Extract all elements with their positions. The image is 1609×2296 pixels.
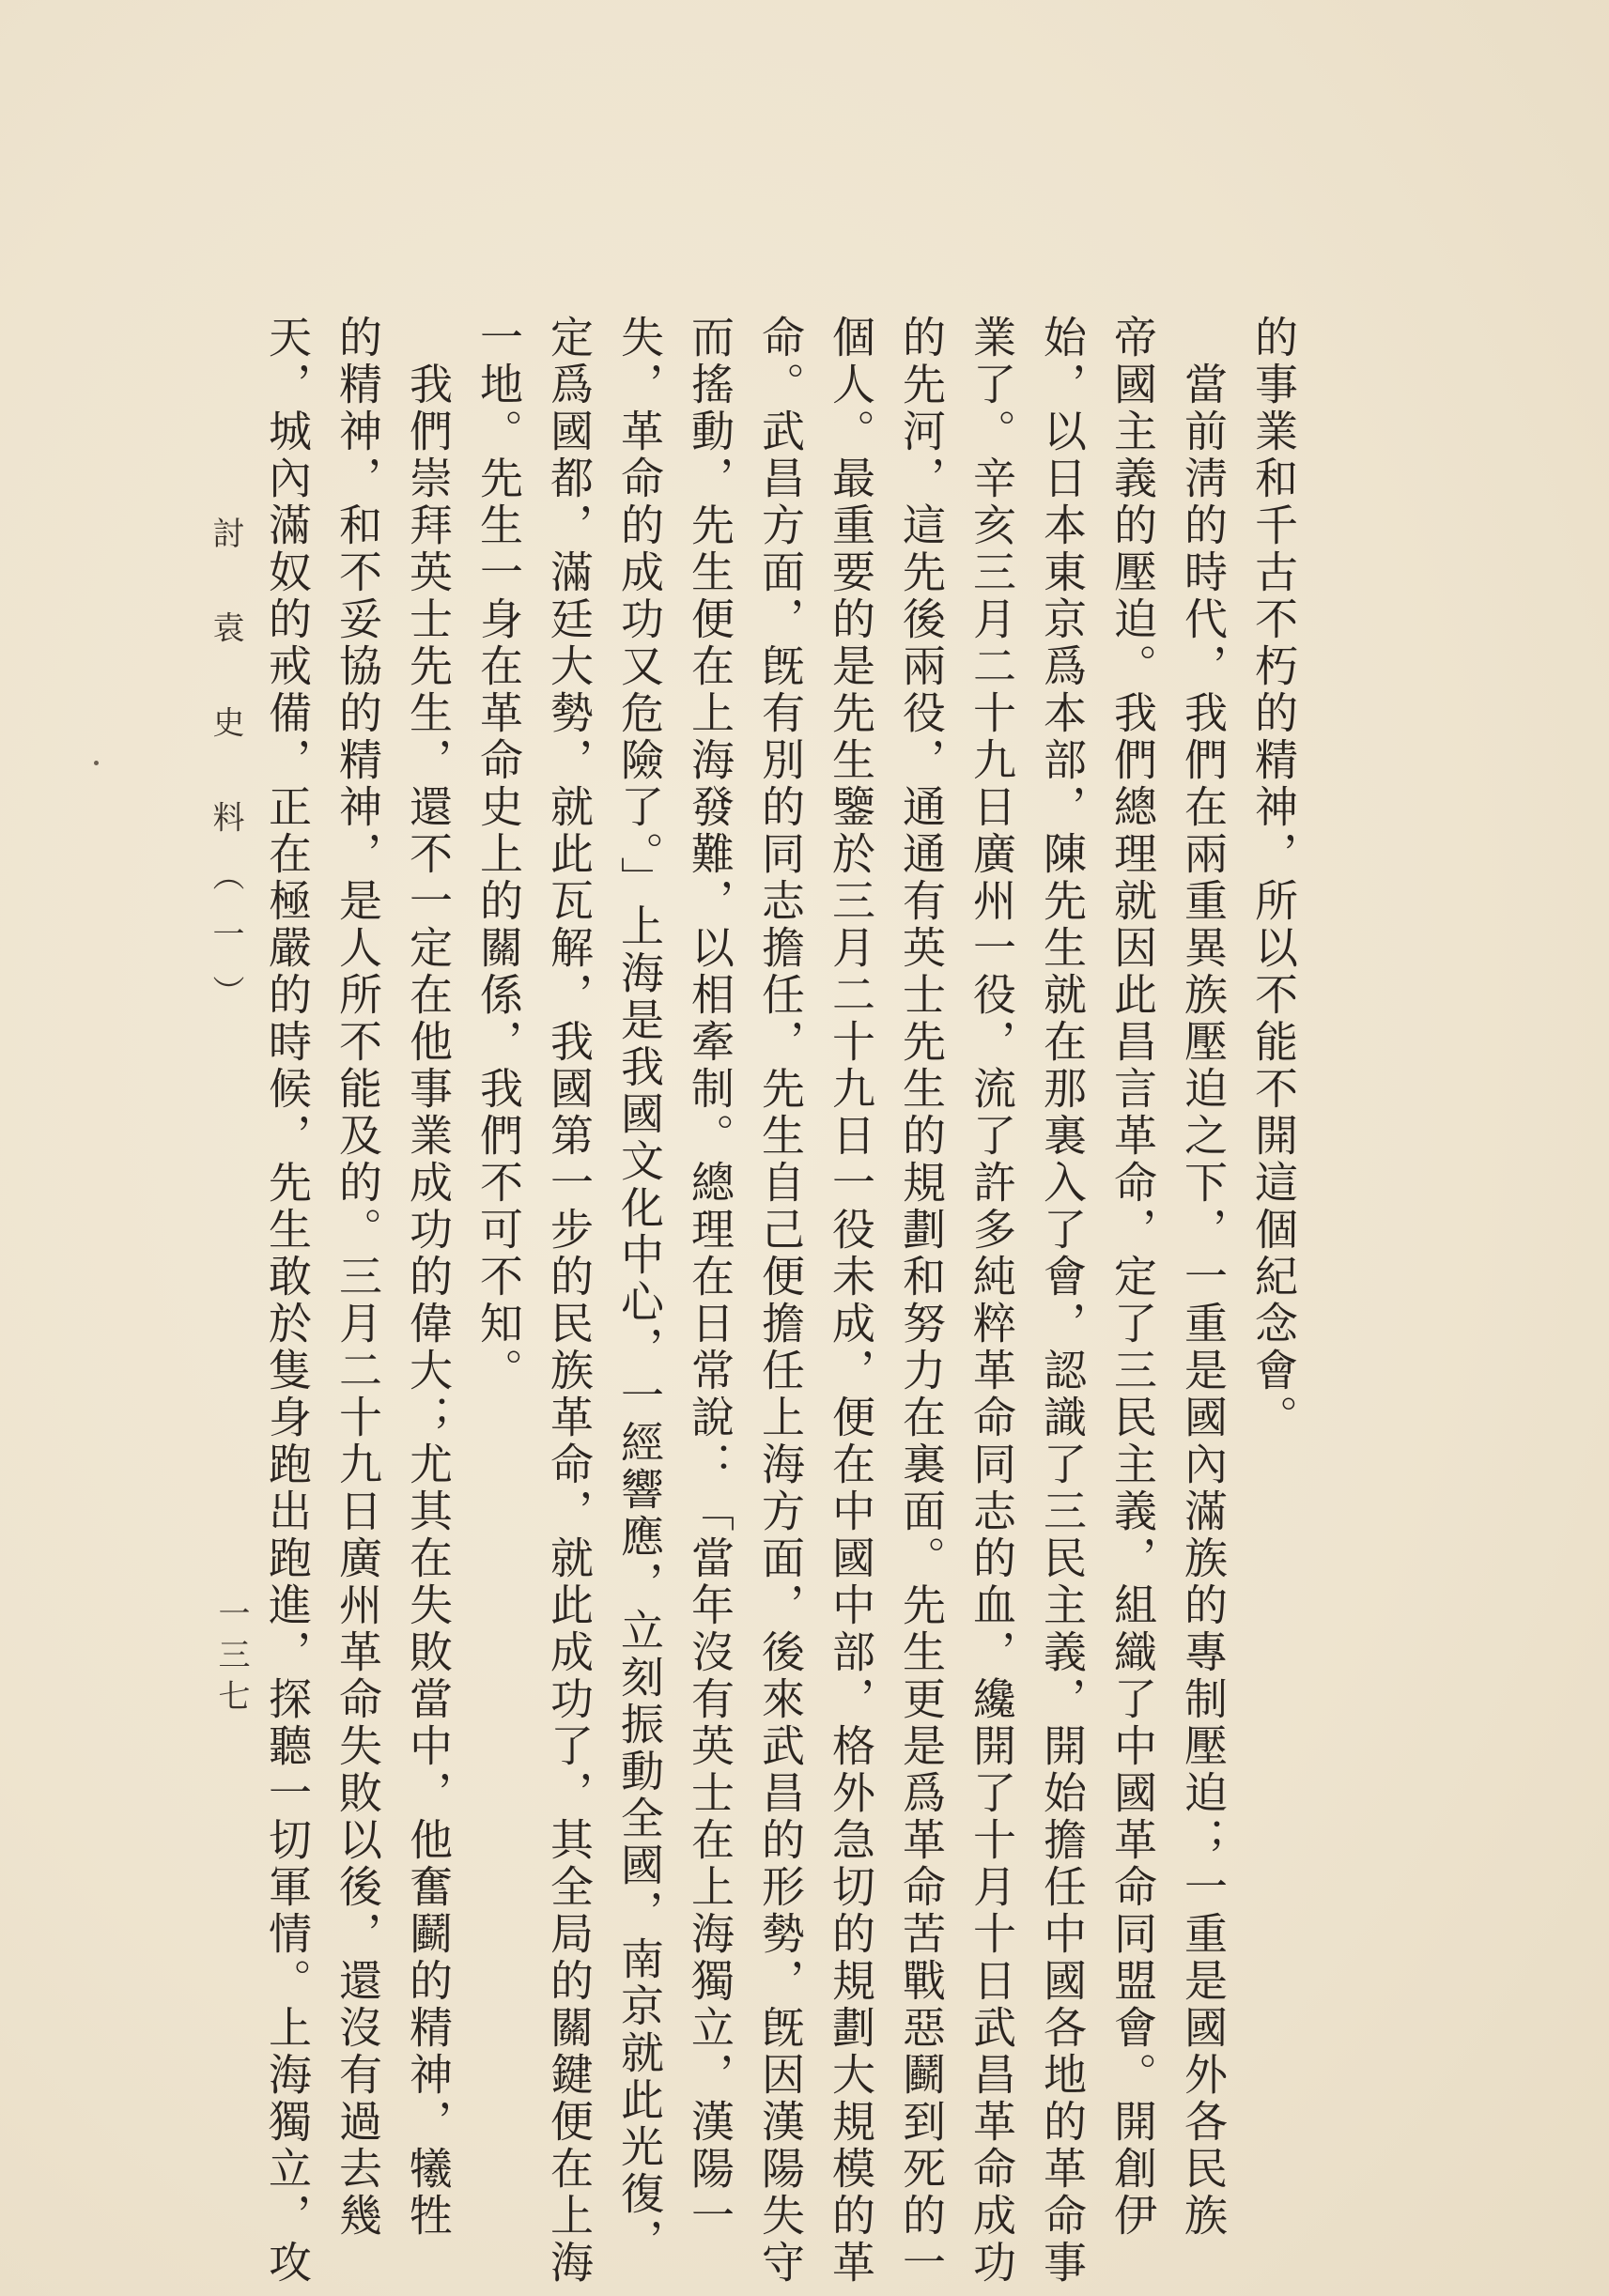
body-text bbox=[252, 315, 1308, 2287]
text-column-11: 定爲國都，滿廷大勢，就此瓦解，我國第一步的民族革命，就此成功了，其全局的關鍵便在上海 bbox=[544, 315, 595, 2287]
text-column-1: 的事業和千古不朽的精神，所以不能不開這個紀念會。 bbox=[1248, 315, 1299, 1441]
text-column-15: 天，城內滿奴的戒備，正在極嚴的時候，先生敢於隻身跑出跑進，探聽一切軍情。上海獨立，攻 bbox=[262, 315, 313, 2287]
text-column-2: 當前淸的時代，我們在兩重異族壓迫之下，一重是國內滿族的專制壓迫；一重是國外各民族 bbox=[1178, 315, 1229, 2240]
page-number: 一三七 bbox=[212, 1596, 250, 1720]
text-column-3: 帝國主義的壓迫。我們總理就因此昌言革命，定了三民主義，組織了中國革命同盟會。開創伊 bbox=[1107, 315, 1158, 2240]
running-head: 討 袁 史 料（一） bbox=[207, 516, 244, 1034]
text-column-12: 一地。先生一身在革命史上的關係，我們不可不知。 bbox=[473, 315, 524, 1395]
text-column-5: 業了。辛亥三月二十九日廣州一役，流了許多純粹革命同志的血，纔開了十月十日武昌革命成功 bbox=[967, 315, 1017, 2287]
text-column-7: 個人。最重要的是先生鑒於三月二十九日一役未成，便在中國中部，格外急切的規劃大規模的革 bbox=[826, 315, 876, 2287]
paper-speck bbox=[94, 761, 99, 765]
text-column-13: 我們崇拜英士先生，還不一定在他事業成功的偉大；尤其在失敗當中，他奮鬬的精神，犧牲 bbox=[403, 315, 454, 2240]
text-column-4: 始，以日本東京爲本部，陳先生就在那裏入了會，認識了三民主義，開始擔任中國各地的革命事 bbox=[1037, 315, 1088, 2287]
text-column-8: 命。武昌方面，旣有別的同志擔任，先生自己便擔任上海方面，後來武昌的形勢，旣因漢陽失守 bbox=[755, 315, 806, 2287]
text-column-10: 失，革命的成功又危險了。」上海是我國文化中心，一經響應，立刻振動全國，南京就此光復， bbox=[614, 315, 665, 2265]
text-column-9: 而搖動，先生便在上海發難，以相牽制。總理在日常說：「當年沒有英士在上海獨立，漢陽一 bbox=[685, 315, 735, 2240]
text-column-14: 的精神，和不妥協的精神，是人所不能及的。三月二十九日廣州革命失敗以後，還沒有過去幾 bbox=[333, 315, 383, 2240]
text-column-6: 的先河，這先後兩役，通通有英士先生的規劃和努力在裏面。先生更是爲革命苦戰惡鬬到死的一 bbox=[896, 315, 947, 2287]
